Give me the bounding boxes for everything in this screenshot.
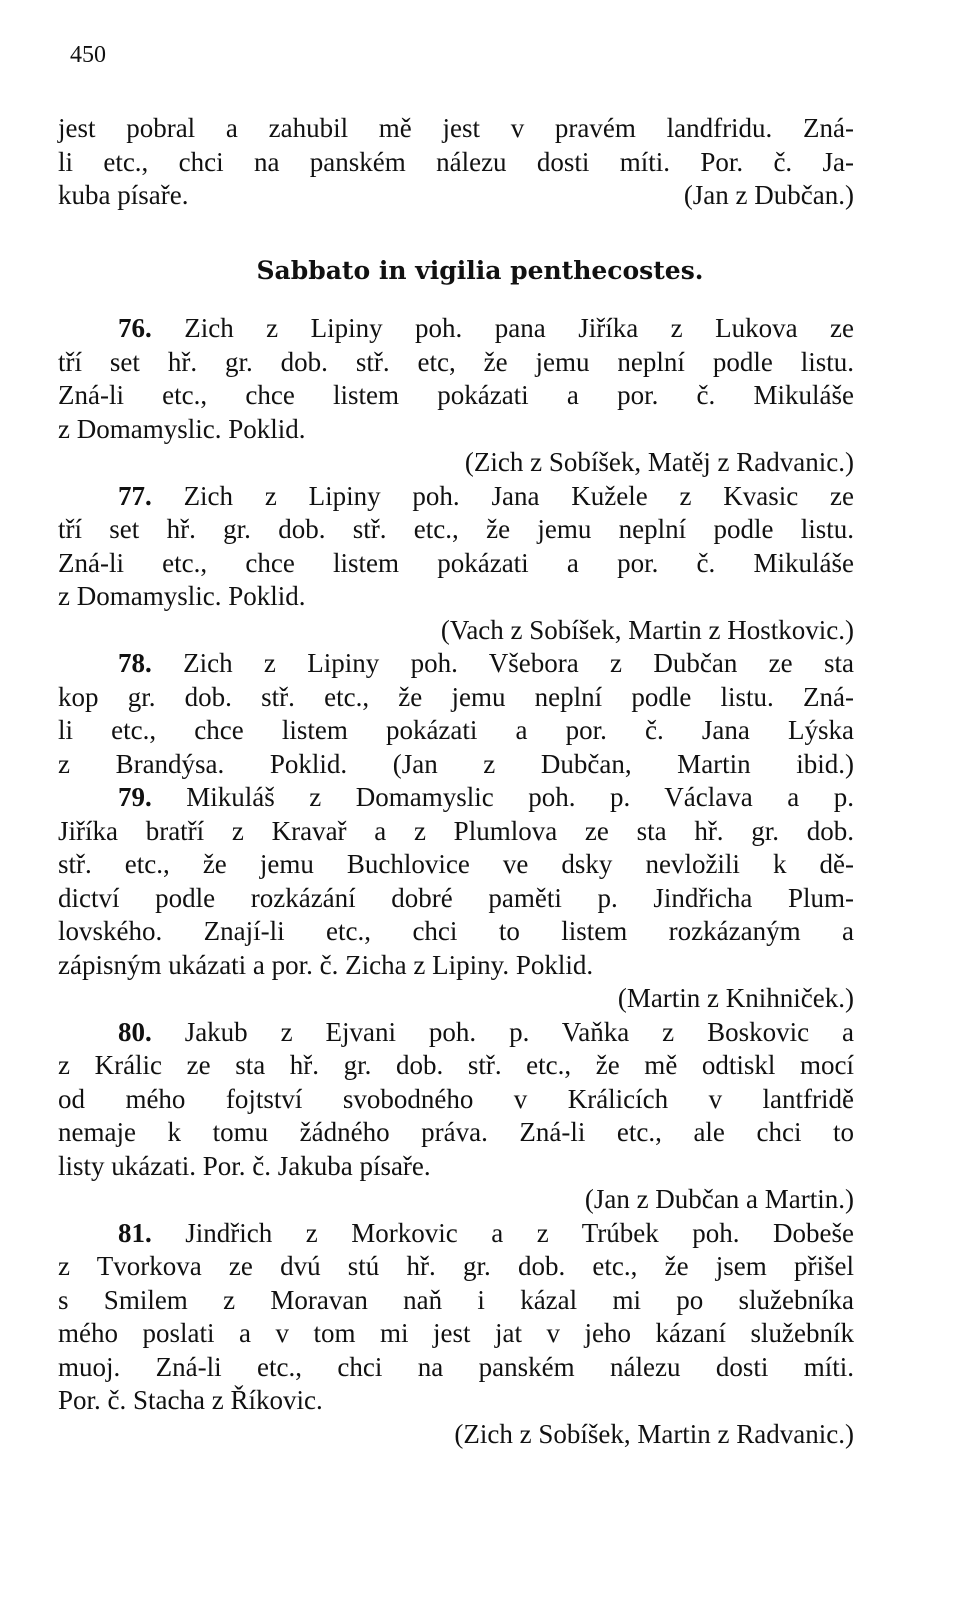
entry-first-line: 79. Mikuláš z Domamyslic poh. p. Václava a p. [118, 782, 854, 812]
signature-line: (Zich z Sobíšek, Matěj z Radvanic.) [464, 447, 854, 477]
signature-line: (Jan z Dubčan.) [683, 180, 854, 210]
text-line: Jiříka bratří z Kravař a z Plumlova ze sta hř. gr. dob. [58, 815, 854, 846]
text-line: z Tvorkova ze dvú stú hř. gr. dob. etc., že jsem přišel [58, 1251, 854, 1281]
text-line: tří set hř. gr. dob. stř. etc, že jemu neplní podle listu. [58, 346, 854, 377]
signature-line: (Martin z Knihniček.) [617, 983, 854, 1013]
text-line: z Brandýsa. Poklid. (Jan z Dubčan, Martin ibid.) [58, 748, 854, 779]
text-line: s Smilem z Moravan naň i kázal mi po služebníka [58, 1284, 854, 1315]
entry-first-line: 77. Zich z Lipiny poh. Jana Kužele z Kvasic ze [118, 480, 855, 511]
entries-block [58, 312, 854, 1451]
text-line: zápisným ukázati a por. č. Zicha z Lipiny. Poklid. [58, 949, 594, 980]
section-heading: Sabbato in vigilia penthecostes. [256, 256, 704, 285]
entry-number: 76. [118, 313, 152, 343]
entry-number: 78. [118, 648, 152, 678]
entry-number: 81. [118, 1217, 152, 1248]
text-line: z Králic ze sta hř. gr. dob. stř. etc., že mě odtiskl mocí [58, 1050, 854, 1080]
signature-line: (Jan z Dubčan a Martin.) [584, 1184, 854, 1214]
text-line: z Domamyslic. Poklid. [58, 413, 306, 444]
text-line: od mého fojtství svobodného v Králicích v lantfridě [58, 1083, 854, 1114]
text-line: tří set hř. gr. dob. stř. etc., že jemu neplní podle listu. [58, 514, 854, 544]
text-line: Zná-li etc., chce listem pokázati a por. č. Mikuláše [58, 380, 854, 410]
text-line: jest pobral a zahubil mě jest v pravém landfridu. Zná- [58, 113, 854, 143]
text-line: kuba písaře. [58, 180, 189, 210]
text-line: listy ukázati. Por. č. Jakuba písaře. [58, 1150, 431, 1181]
entry-number: 80. [118, 1016, 152, 1047]
text-line: stř. etc., že jemu Buchlovice ve dsky nevložili k dě- [58, 849, 854, 879]
text-line: z Domamyslic. Poklid. [58, 581, 306, 611]
text-line: kop gr. dob. stř. etc., že jemu neplní podle listu. Zná- [58, 681, 854, 712]
text-line: dictví podle rozkázání dobré paměti p. Jindřicha Plum- [58, 882, 854, 913]
entry-first-line: 78. Zich z Lipiny poh. Všebora z Dubčan ze sta [118, 648, 854, 678]
text-line: Por. č. Stacha z Říkovic. [58, 1385, 323, 1415]
text-line: nemaje k tomu žádného práva. Zná-li etc., ale chci to [58, 1117, 854, 1147]
text-line: li etc., chce listem pokázati a por. č. Jana Lýska [58, 715, 854, 745]
page-number: 450 [70, 42, 106, 68]
text-line: muoj. Zná-li etc., chci na panském nálezu dosti míti. [58, 1351, 854, 1382]
entry-first-line: 81. Jindřich z Morkovic a z Trúbek poh. Dobeše [118, 1217, 854, 1248]
text-line: mého poslati a v tom mi jest jat v jeho kázaní služebník [58, 1318, 854, 1348]
entry-first-line: 80. Jakub z Ejvani poh. p. Vaňka z Boskovic a [118, 1016, 854, 1047]
text-line: li etc., chci na panském nálezu dosti míti. Por. č. Ja- [58, 146, 854, 177]
signature-line: (Zich z Sobíšek, Martin z Radvanic.) [454, 1418, 854, 1449]
text-line: lovského. Znají-li etc., chci to listem rozkázaným a [58, 916, 854, 946]
entry-first-line: 76. Zich z Lipiny poh. pana Jiříka z Lukova ze [118, 313, 855, 343]
signature-line: (Vach z Sobíšek, Martin z Hostkovic.) [440, 614, 854, 645]
text-line: Zná-li etc., chce listem pokázati a por. č. Mikuláše [58, 547, 854, 578]
entry-number: 79. [118, 782, 152, 812]
entry-number: 77. [118, 480, 152, 511]
intro-paragraph [58, 112, 854, 213]
